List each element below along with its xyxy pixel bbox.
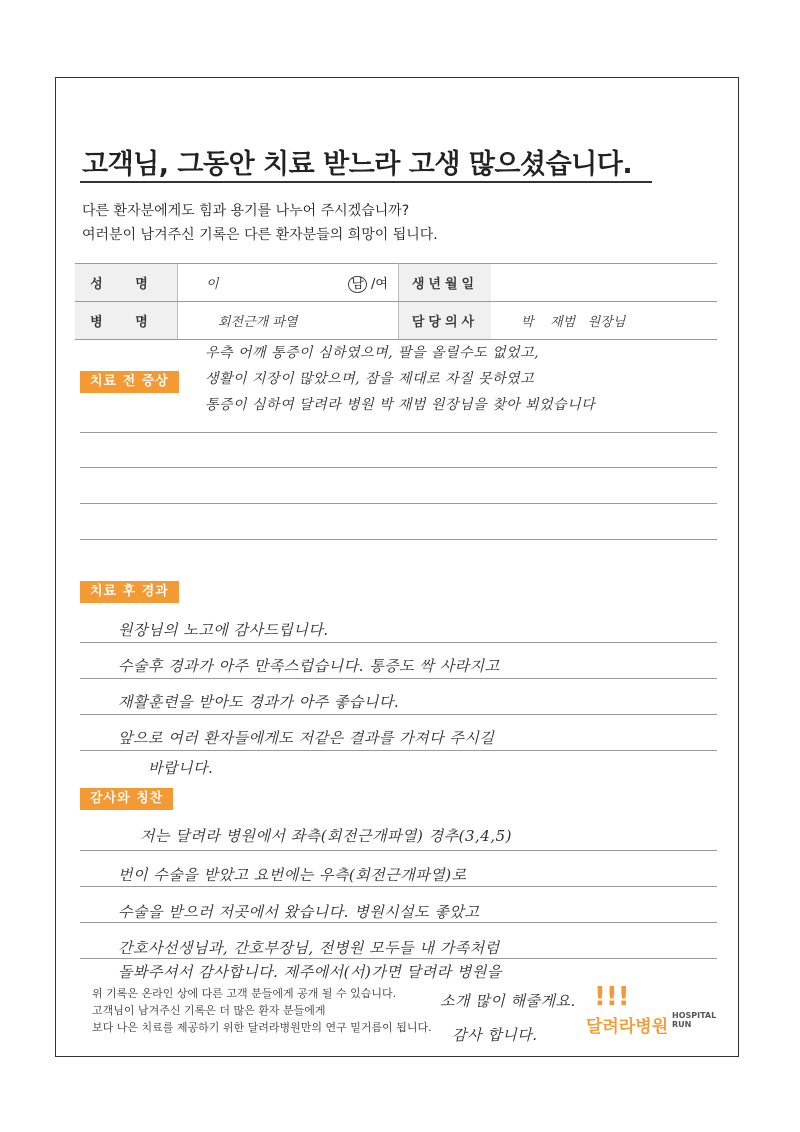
before-line-2: 생활이 지장이 많았으며, 잠을 제대로 자질 못하였고: [205, 371, 535, 387]
after-line-3: 재활훈련을 받아도 경과가 아주 좋습니다.: [118, 693, 400, 711]
logo-name-ko: 달려라병원: [586, 1017, 669, 1037]
footnote-line-1: 위 기록은 온라인 상에 다른 고객 분들에게 공개 될 수 있습니다.: [92, 987, 397, 1000]
thanks-rule-2: [80, 886, 717, 887]
after-line-4: 앞으로 여러 환자들에게도 저같은 결과를 가져다 주시길: [118, 729, 495, 747]
title-underline: [80, 181, 652, 183]
after-rule-3: [80, 714, 717, 715]
thanks-line-7: 감사 합니다.: [452, 1026, 538, 1044]
thanks-line-6: 소개 많이 해줄게요.: [440, 992, 576, 1010]
doctor-field[interactable]: [491, 302, 717, 340]
name-field[interactable]: [178, 264, 399, 302]
before-line-3: 통증이 심하여 달려라 병원 박 재범 원장님을 찾아 뵈었습니다: [205, 397, 596, 413]
before-treatment-label: 치료 전 증상: [80, 371, 179, 393]
name-label: 성 명: [75, 264, 178, 302]
after-treatment-label: 치료 후 경과: [80, 581, 179, 603]
after-line-1: 원장님의 노고에 감사드립니다.: [118, 621, 329, 639]
after-line-5: 바랍니다.: [148, 759, 214, 777]
disease-value: 회전근개 파열: [218, 315, 298, 330]
intro-line-1: 다른 환자분에게도 힘과 용기를 나누어 주시겠습니까?: [82, 203, 410, 219]
thanks-line-4: 간호사선생님과, 간호부장님, 전병원 모두들 내 가족처럼: [118, 939, 500, 957]
thanks-rule-4: [80, 958, 717, 959]
thanks-line-5: 돌봐주셔서 감사합니다. 제주에서(서)가면 달려라 병원을: [118, 963, 502, 981]
intro-line-2: 여러분이 남겨주신 기록은 다른 환자분들의 희망이 됩니다.: [82, 227, 438, 243]
after-line-2: 수술후 경과가 아주 만족스럽습니다. 통증도 싹 사라지고: [118, 657, 500, 675]
thanks-line-2: 번이 수술을 받았고 요번에는 우측(회전근개파열)로: [118, 866, 467, 884]
before-rule-4: [80, 539, 717, 540]
thanks-rule-1: [80, 850, 717, 851]
before-rule-3: [80, 503, 717, 504]
birth-field[interactable]: [491, 264, 717, 302]
disease-label: 병 명: [75, 302, 178, 340]
logo-mark-icon: !!!: [594, 982, 630, 1012]
after-rule-2: [80, 678, 717, 679]
doctor-label: 담당의사: [399, 302, 492, 340]
thanks-line-3: 수술을 받으러 저곳에서 왔습니다. 병원시설도 좋았고: [118, 903, 480, 921]
name-value: 이: [206, 277, 219, 292]
before-line-1: 우측 어깨 통증이 심하였으며, 팔을 올릴수도 없었고,: [205, 345, 540, 361]
thanks-rule-3: [80, 922, 717, 923]
before-rule-1: [80, 432, 717, 433]
birth-label: 생년월일: [399, 264, 492, 302]
disease-field[interactable]: [178, 302, 399, 340]
doctor-value: 박 재범 원장님: [521, 315, 626, 330]
after-rule-1: [80, 642, 717, 643]
gender-selected[interactable]: 남: [348, 276, 367, 293]
thanks-label: 감사와 칭찬: [80, 788, 173, 810]
after-rule-4: [80, 750, 717, 751]
page-title: 고객님, 그동안 치료 받느라 고생 많으셨습니다.: [82, 149, 633, 180]
footnote-line-2: 고객님이 남겨주신 기록은 더 많은 환자 분들에게: [92, 1004, 326, 1017]
before-rule-2: [80, 467, 717, 468]
gender-other[interactable]: /여: [371, 277, 388, 292]
gender-options: [348, 273, 388, 292]
thanks-line-1: 저는 달려라 병원에서 좌측(회전근개파열) 경추(3,4,5): [140, 827, 512, 845]
patient-info-table: [75, 263, 717, 340]
footnote-line-3: 보다 나은 치료를 제공하기 위한 달려라병원만의 연구 밑거름이 됩니다.: [92, 1021, 432, 1034]
logo-name-en: HOSPITAL RUN: [672, 1011, 717, 1029]
